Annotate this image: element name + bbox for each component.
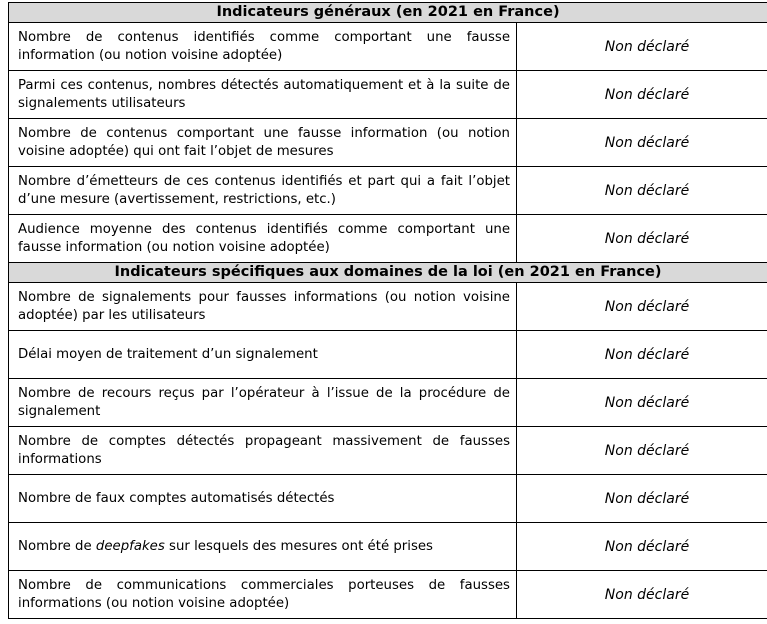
indicator-value: Non déclaré (517, 71, 767, 119)
table-row (9, 427, 767, 475)
indicator-label: Nombre de recours reçus par l’opérateur à l’issue de la procédure de signalement (9, 379, 517, 427)
indicator-value: Non déclaré (517, 167, 767, 215)
table-row (9, 379, 767, 427)
label-text-after: sur lesquels des mesures ont été prises (164, 538, 433, 554)
indicator-value: Non déclaré (517, 427, 767, 475)
table-row (9, 215, 767, 263)
indicator-value: Non déclaré (517, 379, 767, 427)
section-title: Indicateurs spécifiques aux domaines de la loi (en 2021 en France) (9, 263, 767, 283)
section-header-general (9, 3, 767, 23)
indicator-value: Non déclaré (517, 119, 767, 167)
table-row (9, 23, 767, 71)
table-row (9, 119, 767, 167)
indicator-value: Non déclaré (517, 475, 767, 523)
indicator-value: Non déclaré (517, 215, 767, 263)
table-row (9, 167, 767, 215)
indicator-value: Non déclaré (517, 331, 767, 379)
indicator-label: Nombre d’émetteurs de ces contenus identifiés et part qui a fait l’objet d’une mesure (avertissement, restrictions, etc.) (9, 167, 517, 215)
indicator-value: Non déclaré (517, 571, 767, 619)
indicator-label: Nombre de contenus comportant une fausse information (ou notion voisine adoptée) qui ont fait l’objet de mesures (9, 119, 517, 167)
indicator-value: Non déclaré (517, 23, 767, 71)
indicator-value: Non déclaré (517, 283, 767, 331)
indicator-label: Audience moyenne des contenus identifiés comme comportant une fausse information (ou notion voisine adoptée) (9, 215, 517, 263)
indicator-label: Nombre de communications commerciales porteuses de fausses informations (ou notion voisine adoptée) (9, 571, 517, 619)
label-text-before: Nombre de (18, 538, 96, 554)
table-row (9, 523, 767, 571)
table-row (9, 331, 767, 379)
section-title: Indicateurs généraux (en 2021 en France) (9, 3, 767, 23)
indicator-label: Nombre de contenus identifiés comme comportant une fausse information (ou notion voisine adoptée) (9, 23, 517, 71)
indicators-table (8, 2, 767, 619)
indicator-label (9, 523, 517, 571)
indicator-label: Nombre de faux comptes automatisés détectés (9, 475, 517, 523)
indicator-label: Nombre de comptes détectés propageant massivement de fausses informations (9, 427, 517, 475)
indicator-label: Délai moyen de traitement d’un signalement (9, 331, 517, 379)
indicator-value: Non déclaré (517, 523, 767, 571)
indicator-label: Nombre de signalements pour fausses informations (ou notion voisine adoptée) par les utilisateurs (9, 283, 517, 331)
table-row (9, 475, 767, 523)
indicator-label: Parmi ces contenus, nombres détectés automatiquement et à la suite de signalements utilisateurs (9, 71, 517, 119)
table-row (9, 71, 767, 119)
table-row (9, 283, 767, 331)
table-row (9, 571, 767, 619)
section-header-specific (9, 263, 767, 283)
label-emphasis: deepfakes (95, 538, 165, 554)
